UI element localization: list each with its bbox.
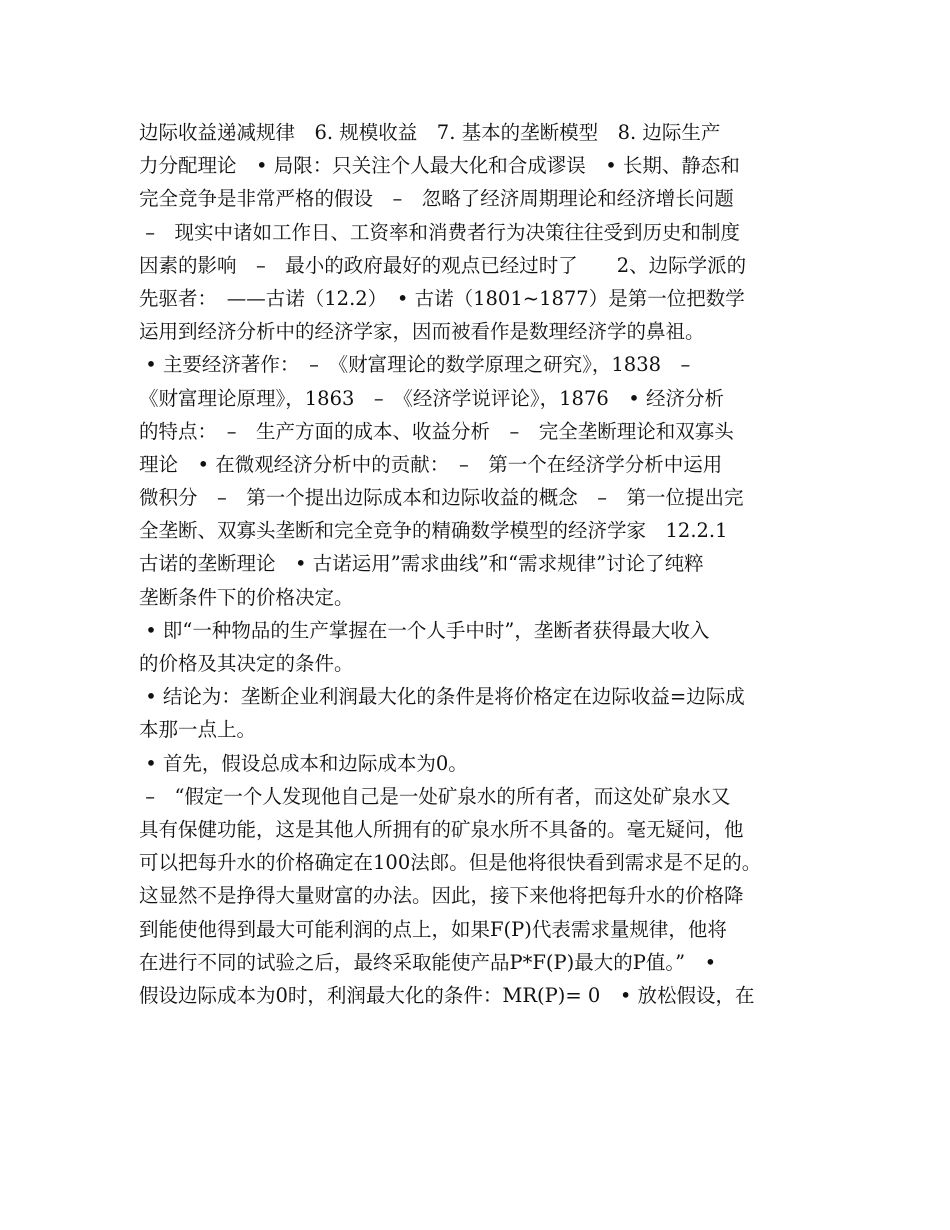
text-line: 古诺的垄断理论 • 古诺运用”需求曲线”和“需求规律”讨论了纯粹 xyxy=(139,552,704,576)
text-line: • 结论为：垄断企业利润最大化的条件是将价格定在边际收益=边际成 xyxy=(139,685,745,709)
text-line: 的特点： – 生产方面的成本、收益分析 – 完全垄断理论和双寡头 xyxy=(139,419,734,443)
text-line: 这显然不是挣得大量财富的办法。因此，接下来他将把每升水的价格降 xyxy=(139,884,744,908)
text-line: 力分配理论 • 局限：只关注个人最大化和合成谬误 • 长期、静态和 xyxy=(139,154,740,178)
text-line: 先驱者： ——古诺（12.2） • 古诺（1801~1877）是第一位把数学 xyxy=(139,286,745,310)
text-line: 垄断条件下的价格决定。 xyxy=(139,585,354,609)
text-line: 完全竞争是非常严格的假设 – 忽略了经济周期理论和经济增长问题 xyxy=(139,187,734,211)
text-line: 可以把每升水的价格确定在100法郎。但是他将很快看到需求是不足的。 xyxy=(139,851,762,875)
text-line: 因素的影响 – 最小的政府最好的观点已经过时了 2、边际学派的 xyxy=(139,253,747,277)
text-line: • 主要经济著作： – 《财富理论的数学原理之研究》，1838 – xyxy=(139,353,691,377)
text-line: 《财富理论原理》，1863 – 《经济学说评论》，1876 • 经济分析 xyxy=(139,386,724,410)
text-line: • 首先，假设总成本和边际成本为0。 xyxy=(139,751,468,775)
text-line: 具有保健功能，这是其他人所拥有的矿泉水所不具备的。毫无疑问，他 xyxy=(139,817,744,841)
text-line: 在进行不同的试验之后，最终采取能使产品P*F(P)最大的P值。” • xyxy=(139,950,717,974)
text-line: – “假定一个人发现他自己是一处矿泉水的所有者，而这处矿泉水又 xyxy=(139,784,731,808)
text-line: 全垄断、双寡头垄断和完全竞争的精确数学模型的经济学家 12.2.1 xyxy=(139,519,728,543)
text-line: 本那一点上。 xyxy=(139,718,257,742)
text-line: 理论 • 在微观经济分析中的贡献： – 第一个在经济学分析中运用 xyxy=(139,452,723,476)
text-line: 微积分 – 第一个提出边际成本和边际收益的概念 – 第一位提出完 xyxy=(139,486,744,510)
text-line: • 即“一种物品的生产掌握在一个人手中时”，垄断者获得最大收入 xyxy=(139,618,710,642)
body-text xyxy=(139,116,819,1012)
text-line: 假设边际成本为0时，利润最大化的条件：MR(P)= 0 • 放松假设，在 xyxy=(139,983,755,1007)
text-line: – 现实中诸如工作日、工资率和消费者行为决策往往受到历史和制度 xyxy=(139,220,740,244)
text-line: 的价格及其决定的条件。 xyxy=(139,652,354,675)
text-line: 边际收益递减规律 6. 规模收益 7. 基本的垄断模型 8. 边际生产 xyxy=(139,121,721,144)
text-line: 到能使他得到最大可能利润的点上，如果F(P)代表需求量规律，他将 xyxy=(139,917,727,941)
text-line: 运用到经济分析中的经济学家，因而被看作是数理经济学的鼻祖。 xyxy=(139,320,705,344)
